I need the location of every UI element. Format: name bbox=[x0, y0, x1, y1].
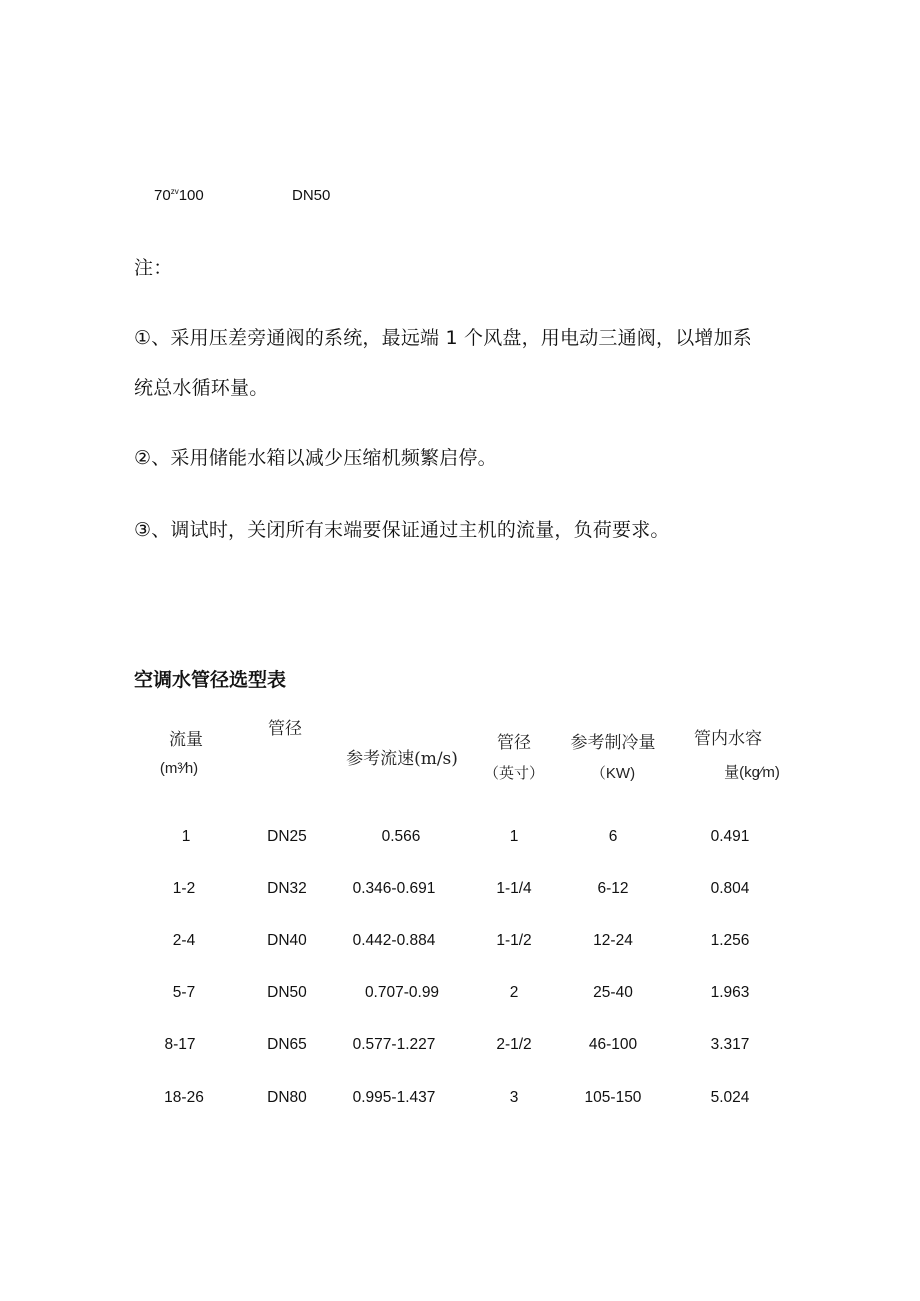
note-item-1-line-1: ①、采用压差旁通阀的系统，最远端 1 个风盘，用电动三通阀，以增加系 bbox=[134, 327, 753, 349]
header-water-capacity-unit: 量(kg∕m) bbox=[724, 764, 780, 781]
cell-cooling: 12-24 bbox=[593, 932, 633, 949]
cell-dn: DN65 bbox=[267, 1036, 307, 1053]
cell-dn: DN80 bbox=[267, 1089, 307, 1106]
flow-range-start: 70 bbox=[154, 187, 171, 204]
cell-inch: 2-1/2 bbox=[496, 1036, 532, 1053]
cell-inch: 1-1/2 bbox=[496, 932, 532, 949]
header-flow: 流量 bbox=[169, 730, 203, 750]
header-cooling: 参考制冷量 bbox=[570, 733, 656, 753]
cell-capacity: 1.256 bbox=[710, 932, 750, 949]
header-flow-unit: (m³∕h) bbox=[159, 760, 199, 777]
header-cooling-unit: （KW) bbox=[590, 765, 636, 782]
cell-capacity: 0.491 bbox=[710, 828, 750, 845]
cell-cooling: 6 bbox=[608, 828, 618, 845]
cell-inch: 3 bbox=[509, 1089, 519, 1106]
cell-flow: 2-4 bbox=[172, 932, 196, 949]
cell-dn: DN50 bbox=[267, 984, 307, 1001]
cell-dn: DN25 bbox=[267, 828, 307, 845]
cell-velocity: 0.442-0.884 bbox=[352, 932, 436, 949]
header-pipe-dn: 管径 bbox=[268, 719, 302, 739]
flow-range-text bbox=[154, 187, 204, 204]
cell-cooling: 105-150 bbox=[584, 1089, 642, 1106]
table-title: 空调水管径选型表 bbox=[134, 669, 287, 691]
cell-velocity: 0.346-0.691 bbox=[352, 880, 436, 897]
flow-range-end: 100 bbox=[178, 187, 204, 204]
cell-cooling: 46-100 bbox=[588, 1036, 638, 1053]
cell-inch: 1-1/4 bbox=[496, 880, 532, 897]
cell-inch: 2 bbox=[509, 984, 519, 1001]
cell-capacity: 1.963 bbox=[710, 984, 750, 1001]
flow-range-superscript: zv bbox=[170, 187, 179, 196]
cell-cooling: 25-40 bbox=[593, 984, 633, 1001]
cell-capacity: 3.317 bbox=[710, 1036, 750, 1053]
cell-inch: 1 bbox=[509, 828, 519, 845]
header-velocity: 参考流速(m∕s) bbox=[346, 749, 458, 769]
header-water-capacity: 管内水容 bbox=[694, 729, 762, 749]
cell-dn: DN40 bbox=[267, 932, 307, 949]
cell-flow: 1 bbox=[181, 828, 191, 845]
pipe-size-text: DN50 bbox=[292, 187, 331, 204]
header-pipe-inch-unit: （英寸） bbox=[483, 764, 544, 782]
header-pipe-inch: 管径 bbox=[497, 733, 531, 753]
cell-capacity: 5.024 bbox=[710, 1089, 750, 1106]
cell-cooling: 6-12 bbox=[597, 880, 629, 897]
cell-velocity: 0.707-0.99 bbox=[364, 984, 440, 1001]
cell-flow: 1-2 bbox=[172, 880, 196, 897]
note-item-3: ③、调试时，关闭所有末端要保证通过主机的流量，负荷要求。 bbox=[134, 519, 670, 541]
cell-velocity: 0.566 bbox=[381, 828, 421, 845]
notes-heading: 注： bbox=[134, 257, 173, 279]
cell-flow: 5-7 bbox=[172, 984, 196, 1001]
cell-velocity: 0.995-1.437 bbox=[352, 1089, 436, 1106]
cell-flow: 18-26 bbox=[164, 1089, 204, 1106]
cell-capacity: 0.804 bbox=[710, 880, 750, 897]
note-item-2: ②、采用储能水箱以减少压缩机频繁启停。 bbox=[134, 447, 497, 469]
cell-velocity: 0.577-1.227 bbox=[352, 1036, 436, 1053]
cell-flow: 8-17 bbox=[164, 1036, 196, 1053]
cell-dn: DN32 bbox=[267, 880, 307, 897]
note-item-1-line-2: 统总水循环量。 bbox=[134, 377, 269, 399]
